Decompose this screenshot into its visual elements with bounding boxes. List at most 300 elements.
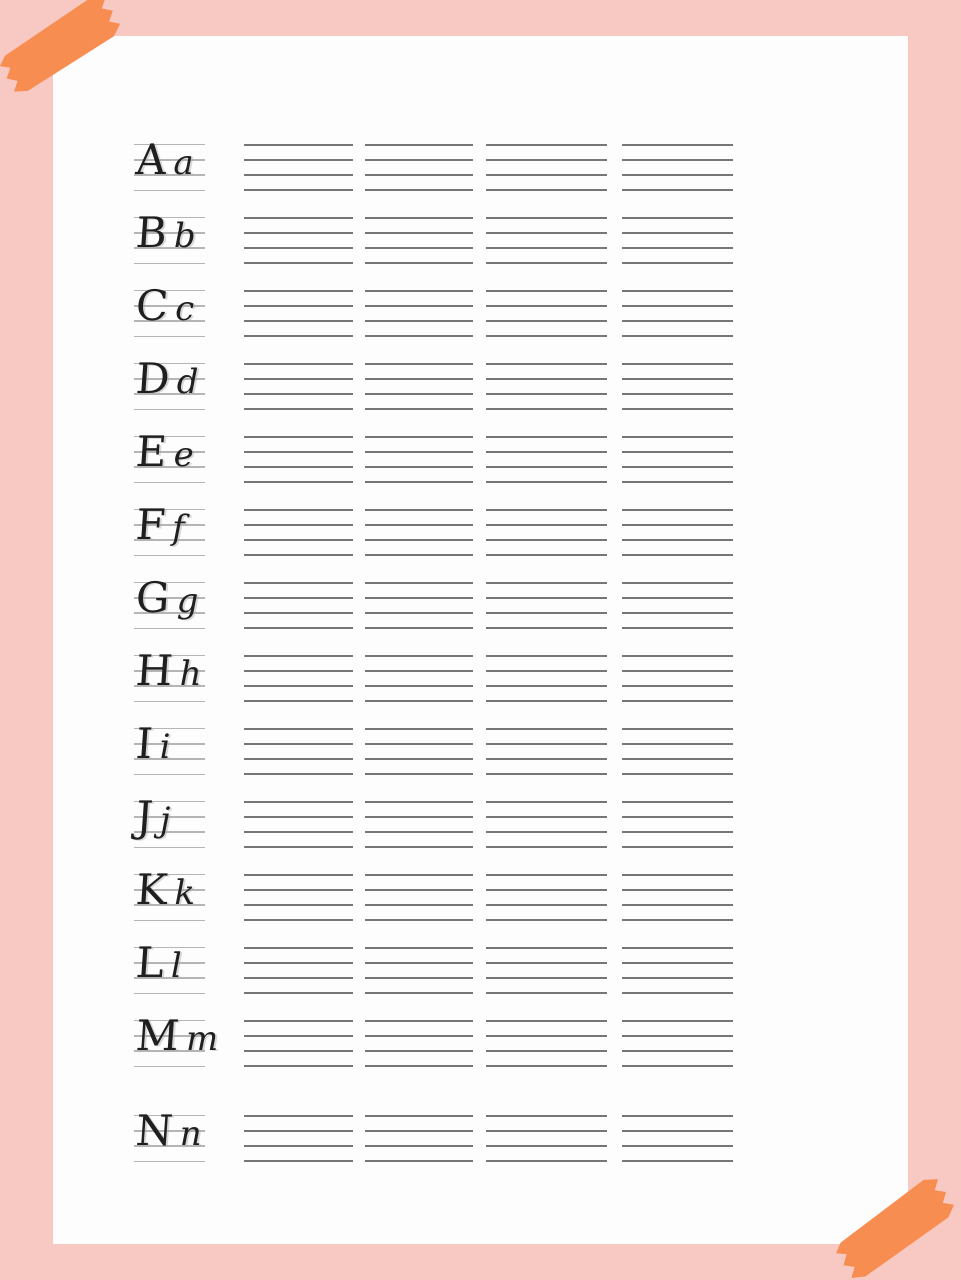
guide-line — [134, 1161, 205, 1162]
practice-lines-group — [244, 874, 353, 921]
lowercase-letter: j — [159, 800, 171, 840]
practice-lines-group — [622, 1115, 733, 1162]
practice-line — [365, 773, 473, 775]
practice-line — [486, 436, 607, 438]
letter-pair — [134, 938, 182, 987]
practice-lines-group — [244, 436, 353, 483]
practice-lines-group — [486, 217, 607, 264]
practice-line — [622, 1145, 733, 1147]
letter-row — [53, 354, 908, 410]
letter-pair — [134, 865, 195, 914]
practice-lines-group — [486, 144, 607, 191]
letter-guide-cell — [134, 354, 205, 410]
practice-line — [244, 831, 353, 833]
practice-line — [244, 524, 353, 526]
practice-line — [365, 217, 473, 219]
practice-line — [622, 801, 733, 803]
letter-pair — [134, 427, 194, 476]
practice-line — [486, 247, 607, 249]
lowercase-letter: l — [170, 946, 182, 986]
practice-lines-group — [622, 144, 733, 191]
letter-guide-cell — [134, 792, 205, 848]
practice-lines-group — [486, 874, 607, 921]
letter-pair — [134, 1106, 202, 1155]
lowercase-letter: m — [186, 1019, 219, 1059]
practice-line — [365, 728, 473, 730]
practice-line — [622, 728, 733, 730]
practice-line — [622, 1130, 733, 1132]
practice-line — [486, 627, 607, 629]
guide-line — [134, 555, 205, 556]
practice-line — [244, 159, 353, 161]
practice-lines-group — [244, 363, 353, 410]
practice-lines-group — [365, 728, 473, 775]
practice-line — [622, 524, 733, 526]
practice-lines-group — [365, 144, 473, 191]
practice-lines-group — [365, 947, 473, 994]
practice-line — [486, 305, 607, 307]
practice-line — [365, 305, 473, 307]
practice-line — [486, 962, 607, 964]
practice-line — [486, 393, 607, 395]
letter-pair — [134, 646, 202, 695]
practice-lines-group — [365, 290, 473, 337]
practice-line — [622, 408, 733, 410]
practice-line — [365, 554, 473, 556]
practice-line — [486, 889, 607, 891]
practice-line — [244, 189, 353, 191]
practice-line — [365, 801, 473, 803]
practice-lines-group — [365, 363, 473, 410]
practice-lines-group — [622, 801, 733, 848]
practice-lines-group — [486, 1020, 607, 1067]
practice-line — [365, 1160, 473, 1162]
practice-line — [244, 509, 353, 511]
practice-line — [244, 962, 353, 964]
practice-line — [244, 977, 353, 979]
practice-line — [244, 262, 353, 264]
practice-line — [486, 1160, 607, 1162]
guide-line — [134, 993, 205, 994]
practice-line — [244, 846, 353, 848]
practice-line — [244, 451, 353, 453]
practice-line — [365, 582, 473, 584]
practice-line — [365, 1065, 473, 1067]
practice-line — [365, 539, 473, 541]
practice-line — [486, 947, 607, 949]
guide-line — [134, 701, 205, 702]
practice-line — [365, 393, 473, 395]
practice-line — [244, 408, 353, 410]
lowercase-letter: n — [179, 1114, 202, 1154]
practice-lines-group — [486, 947, 607, 994]
uppercase-letter: G — [134, 573, 172, 622]
practice-line — [244, 217, 353, 219]
practice-line — [622, 481, 733, 483]
practice-line — [244, 670, 353, 672]
lowercase-letter: f — [172, 508, 185, 548]
practice-line — [365, 670, 473, 672]
uppercase-letter: F — [134, 500, 167, 549]
practice-line — [244, 378, 353, 380]
letter-row — [53, 719, 908, 775]
practice-line — [486, 1115, 607, 1117]
practice-line — [486, 977, 607, 979]
guide-line — [134, 847, 205, 848]
practice-line — [486, 670, 607, 672]
practice-line — [244, 1065, 353, 1067]
letter-pair — [134, 281, 195, 330]
practice-line — [486, 262, 607, 264]
letter-pair — [134, 573, 199, 622]
letter-guide-cell — [134, 646, 205, 702]
practice-line — [486, 904, 607, 906]
practice-line — [622, 217, 733, 219]
practice-lines-group — [486, 509, 607, 556]
practice-lines-group — [622, 874, 733, 921]
practice-lines-group — [622, 290, 733, 337]
practice-line — [486, 582, 607, 584]
practice-line — [486, 919, 607, 921]
practice-line — [244, 247, 353, 249]
practice-lines-group — [622, 728, 733, 775]
practice-line — [244, 889, 353, 891]
practice-line — [365, 320, 473, 322]
practice-line — [486, 846, 607, 848]
practice-lines-group — [244, 217, 353, 264]
practice-line — [486, 408, 607, 410]
practice-line — [365, 1020, 473, 1022]
practice-line — [244, 582, 353, 584]
practice-lines-group — [622, 436, 733, 483]
practice-line — [622, 773, 733, 775]
practice-line — [365, 758, 473, 760]
practice-line — [622, 335, 733, 337]
letter-row — [53, 646, 908, 702]
guide-line — [134, 190, 205, 191]
letter-row — [53, 1106, 908, 1162]
letter-row — [53, 500, 908, 556]
guide-line — [134, 1066, 205, 1067]
letter-guide-cell — [134, 281, 205, 337]
practice-line — [486, 655, 607, 657]
practice-lines-group — [244, 144, 353, 191]
practice-line — [486, 700, 607, 702]
letter-row — [53, 281, 908, 337]
practice-line — [486, 232, 607, 234]
practice-lines-group — [486, 728, 607, 775]
practice-lines-group — [365, 509, 473, 556]
practice-lines-group — [244, 728, 353, 775]
practice-line — [486, 290, 607, 292]
practice-line — [365, 874, 473, 876]
practice-line — [365, 481, 473, 483]
practice-line — [244, 1160, 353, 1162]
practice-lines-group — [244, 655, 353, 702]
practice-line — [244, 816, 353, 818]
practice-line — [365, 655, 473, 657]
practice-line — [486, 539, 607, 541]
practice-lines-group — [244, 947, 353, 994]
letter-guide-cell — [134, 573, 205, 629]
practice-line — [365, 466, 473, 468]
practice-line — [365, 378, 473, 380]
practice-line — [486, 874, 607, 876]
practice-line — [244, 728, 353, 730]
guide-line — [134, 482, 205, 483]
practice-line — [622, 655, 733, 657]
practice-line — [244, 758, 353, 760]
practice-line — [486, 320, 607, 322]
practice-line — [622, 451, 733, 453]
practice-lines-group — [244, 582, 353, 629]
practice-line — [365, 919, 473, 921]
practice-line — [486, 1035, 607, 1037]
practice-line — [244, 655, 353, 657]
practice-line — [365, 1050, 473, 1052]
practice-line — [244, 612, 353, 614]
practice-line — [244, 904, 353, 906]
practice-line — [244, 743, 353, 745]
practice-line — [365, 1035, 473, 1037]
practice-line — [622, 904, 733, 906]
practice-lines-group — [486, 801, 607, 848]
practice-line — [486, 801, 607, 803]
practice-line — [622, 262, 733, 264]
practice-line — [622, 378, 733, 380]
letter-pair — [134, 354, 199, 403]
practice-line — [486, 363, 607, 365]
practice-line — [486, 217, 607, 219]
practice-line — [622, 758, 733, 760]
practice-line — [622, 539, 733, 541]
practice-lines-group — [622, 655, 733, 702]
uppercase-letter: N — [134, 1106, 175, 1155]
practice-line — [365, 685, 473, 687]
practice-line — [244, 174, 353, 176]
practice-line — [622, 743, 733, 745]
practice-line — [622, 159, 733, 161]
practice-line — [365, 159, 473, 161]
practice-line — [486, 466, 607, 468]
practice-line — [622, 874, 733, 876]
letter-guide-cell — [134, 719, 205, 775]
practice-lines-group — [365, 655, 473, 702]
lowercase-letter: h — [179, 654, 202, 694]
practice-line — [365, 524, 473, 526]
practice-line — [622, 247, 733, 249]
letter-guide-cell — [134, 427, 205, 483]
practice-lines-group — [244, 1115, 353, 1162]
letter-guide-cell — [134, 208, 205, 264]
practice-line — [486, 758, 607, 760]
practice-line — [486, 481, 607, 483]
letter-guide-cell — [134, 135, 205, 191]
practice-line — [486, 159, 607, 161]
practice-line — [244, 539, 353, 541]
practice-line — [622, 947, 733, 949]
practice-line — [244, 773, 353, 775]
practice-line — [486, 612, 607, 614]
practice-line — [365, 846, 473, 848]
practice-line — [486, 144, 607, 146]
practice-line — [365, 627, 473, 629]
practice-line — [622, 816, 733, 818]
practice-line — [486, 451, 607, 453]
uppercase-letter: B — [134, 208, 169, 257]
practice-line — [244, 947, 353, 949]
practice-line — [622, 627, 733, 629]
practice-line — [365, 436, 473, 438]
letter-pair — [134, 135, 194, 184]
practice-line — [365, 174, 473, 176]
uppercase-letter: E — [134, 427, 169, 476]
practice-line — [622, 509, 733, 511]
practice-line — [365, 904, 473, 906]
practice-line — [486, 524, 607, 526]
practice-lines-group — [622, 217, 733, 264]
practice-line — [244, 305, 353, 307]
letter-rows-container — [53, 36, 908, 1244]
lowercase-letter: g — [176, 581, 199, 621]
practice-line — [622, 831, 733, 833]
practice-line — [622, 1115, 733, 1117]
practice-line — [622, 554, 733, 556]
practice-line — [244, 144, 353, 146]
practice-lines-group — [486, 582, 607, 629]
letter-row — [53, 938, 908, 994]
practice-line — [244, 700, 353, 702]
practice-lines-group — [365, 801, 473, 848]
guide-line — [134, 774, 205, 775]
practice-line — [244, 1115, 353, 1117]
letter-row — [53, 208, 908, 264]
practice-line — [244, 554, 353, 556]
practice-lines-group — [244, 1020, 353, 1067]
practice-line — [486, 728, 607, 730]
practice-line — [622, 670, 733, 672]
practice-line — [486, 335, 607, 337]
practice-lines-group — [486, 1115, 607, 1162]
practice-line — [622, 962, 733, 964]
practice-line — [244, 1020, 353, 1022]
practice-line — [486, 378, 607, 380]
practice-lines-group — [365, 217, 473, 264]
practice-line — [244, 481, 353, 483]
practice-line — [244, 685, 353, 687]
practice-line — [486, 773, 607, 775]
practice-lines-group — [365, 436, 473, 483]
letter-pair — [134, 208, 196, 257]
letter-pair — [134, 792, 171, 841]
practice-line — [365, 1115, 473, 1117]
worksheet-page — [53, 36, 908, 1244]
practice-line — [365, 962, 473, 964]
letter-guide-cell — [134, 865, 205, 921]
practice-lines-group — [622, 509, 733, 556]
practice-line — [365, 408, 473, 410]
practice-line — [622, 685, 733, 687]
practice-line — [622, 305, 733, 307]
practice-line — [365, 335, 473, 337]
practice-line — [486, 174, 607, 176]
practice-line — [486, 554, 607, 556]
letter-row — [53, 792, 908, 848]
practice-line — [622, 1020, 733, 1022]
practice-line — [365, 1130, 473, 1132]
practice-line — [365, 509, 473, 511]
practice-lines-group — [365, 1020, 473, 1067]
practice-lines-group — [622, 947, 733, 994]
practice-line — [486, 831, 607, 833]
practice-line — [486, 1130, 607, 1132]
practice-line — [486, 816, 607, 818]
lowercase-letter: c — [175, 289, 195, 329]
practice-line — [244, 363, 353, 365]
lowercase-letter: a — [173, 143, 194, 183]
practice-line — [244, 874, 353, 876]
practice-line — [244, 436, 353, 438]
practice-line — [486, 1145, 607, 1147]
uppercase-letter: D — [134, 354, 172, 403]
practice-line — [486, 1065, 607, 1067]
letter-guide-cell — [134, 1011, 219, 1067]
practice-line — [622, 597, 733, 599]
letter-guide-cell — [134, 1106, 205, 1162]
letter-row — [53, 427, 908, 483]
practice-line — [365, 743, 473, 745]
practice-line — [622, 889, 733, 891]
practice-lines-group — [365, 582, 473, 629]
practice-lines-group — [622, 1020, 733, 1067]
practice-line — [244, 466, 353, 468]
practice-lines-group — [244, 801, 353, 848]
practice-line — [622, 189, 733, 191]
practice-lines-group — [622, 582, 733, 629]
practice-line — [244, 1035, 353, 1037]
guide-line — [134, 409, 205, 410]
practice-line — [365, 363, 473, 365]
practice-line — [622, 393, 733, 395]
uppercase-letter: L — [134, 938, 166, 987]
practice-line — [622, 436, 733, 438]
practice-line — [622, 232, 733, 234]
practice-line — [622, 700, 733, 702]
uppercase-letter: C — [134, 281, 170, 330]
practice-lines-group — [244, 509, 353, 556]
practice-line — [365, 977, 473, 979]
guide-line — [134, 336, 205, 337]
practice-line — [622, 320, 733, 322]
practice-line — [622, 582, 733, 584]
practice-line — [244, 320, 353, 322]
lowercase-letter: d — [176, 362, 199, 402]
practice-lines-group — [244, 290, 353, 337]
letter-guide-cell — [134, 938, 205, 994]
practice-line — [622, 363, 733, 365]
practice-line — [622, 612, 733, 614]
practice-line — [622, 919, 733, 921]
practice-line — [244, 290, 353, 292]
practice-line — [622, 1160, 733, 1162]
uppercase-letter: A — [134, 135, 169, 184]
practice-line — [365, 889, 473, 891]
practice-line — [486, 189, 607, 191]
practice-line — [365, 247, 473, 249]
letter-pair — [134, 719, 171, 768]
uppercase-letter: J — [134, 792, 155, 841]
practice-line — [244, 919, 353, 921]
